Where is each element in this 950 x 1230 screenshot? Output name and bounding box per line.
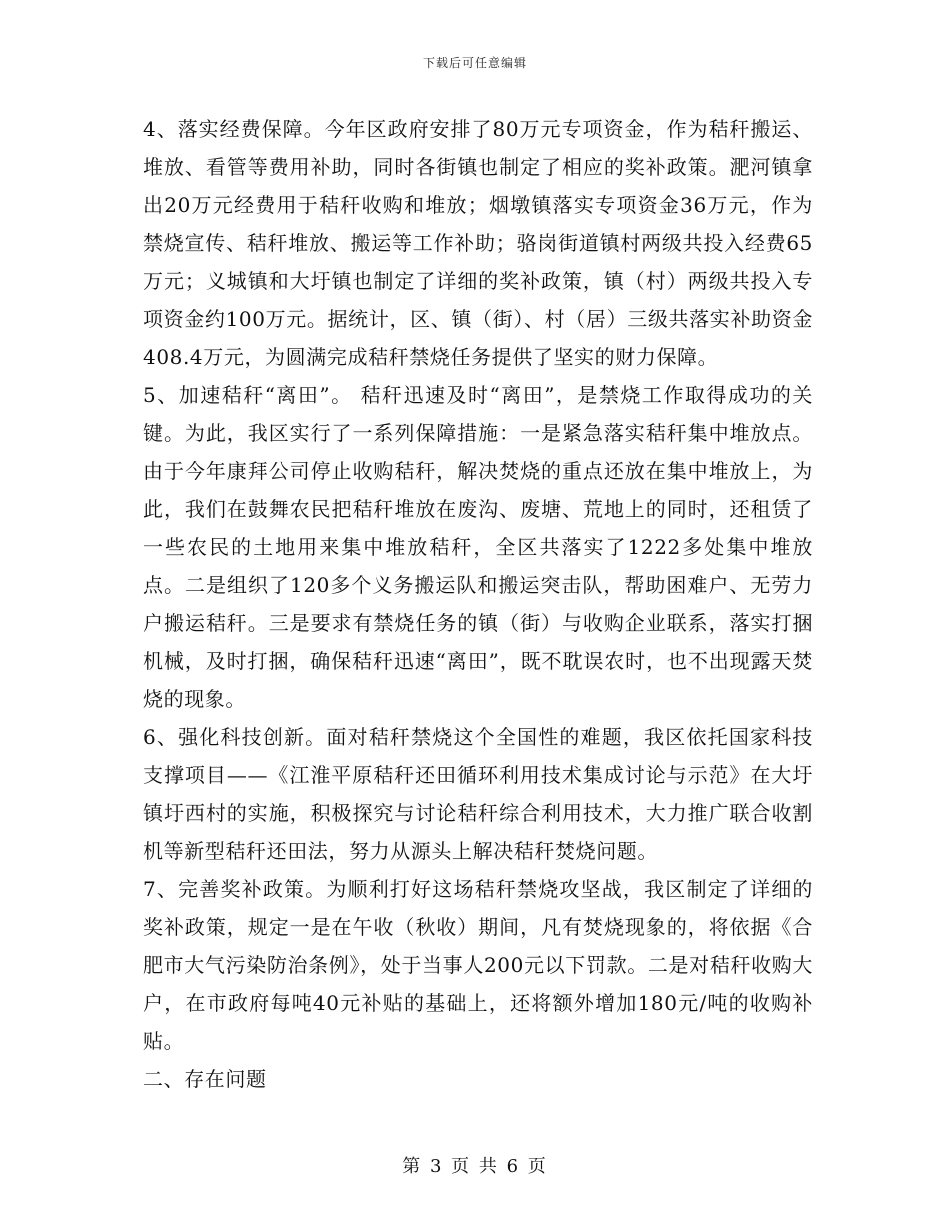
page-header: 下载后可任意编辑 [422, 56, 527, 70]
page-footer: 第 3 页 共 6 页 [402, 1156, 548, 1177]
paragraph-funding: 4、落实经费保障。今年区政府安排了80万元专项资金，作为秸秆搬运、堆放、看管等费用补助，同时各街镇也制定了相应的奖补政策。淝河镇拿出20万元经费用于秸秆收购和堆放；烟墩镇落实专项资金36万元，作为禁烧宣传、秸秆堆放、搬运等工作补助；骆岗街道镇村两级共投入经费65万元；义城镇和大圩镇也制定了详细的奖补政策，镇（村）两级共投入专项资金约100万元。据统计，区、镇（街）、村（居）三级共落实补助资金408.4万元，为圆满完成秸秆禁烧任务提供了坚实的财力保障。 [143, 117, 813, 369]
section-heading-problems: 二、存在问题 [143, 1067, 267, 1091]
paragraph-straw-removal: 5、加速秸秆“离田”。 秸秆迅速及时“离田”，是禁烧工作取得成功的关键。为此，我区实行了一系列保障措施：一是紧急落实秸秆集中堆放点。由于今年康拜公司停止收购秸秆，解决焚烧的重点还放在集中堆放上，为此，我们在鼓舞农民把秸秆堆放在废沟、废塘、荒地上的同时，还租赁了一些农民的土地用来集中堆放秸秆，全区共落实了1222多处集中堆放点。二是组织了120多个义务搬运队和搬运突击队，帮助困难户、无劳力户搬运秸秆。三是要求有禁烧任务的镇（街）与收购企业联系，落实打捆机械，及时打捆，确保秸秆迅速“离田”，既不耽误农时，也不出现露天焚烧的现象。 [143, 383, 813, 711]
document-body [143, 110, 813, 1098]
paragraph-tech-innovation: 6、强化科技创新。面对秸秆禁烧这个全国性的难题，我区依托国家科技支撑项目——《江淮平原秸秆还田循环利用技术集成讨论与示范》在大圩镇圩西村的实施，积极探究与讨论秸秆综合利用技术，大力推广联合收割机等新型秸秆还田法，努力从源头上解决秸秆焚烧问题。 [143, 725, 813, 863]
paragraph-subsidy-policy: 7、完善奖补政策。为顺利打好这场秸秆禁烧攻坚战，我区制定了详细的奖补政策，规定一是在午收（秋收）期间，凡有焚烧现象的，将依据《合肥市大气污染防治条例》，处于当事人200元以下罚款。二是对秸秆收购大户，在市政府每吨40元补贴的基础上，还将额外增加180元/吨的收购补贴。 [143, 877, 813, 1053]
